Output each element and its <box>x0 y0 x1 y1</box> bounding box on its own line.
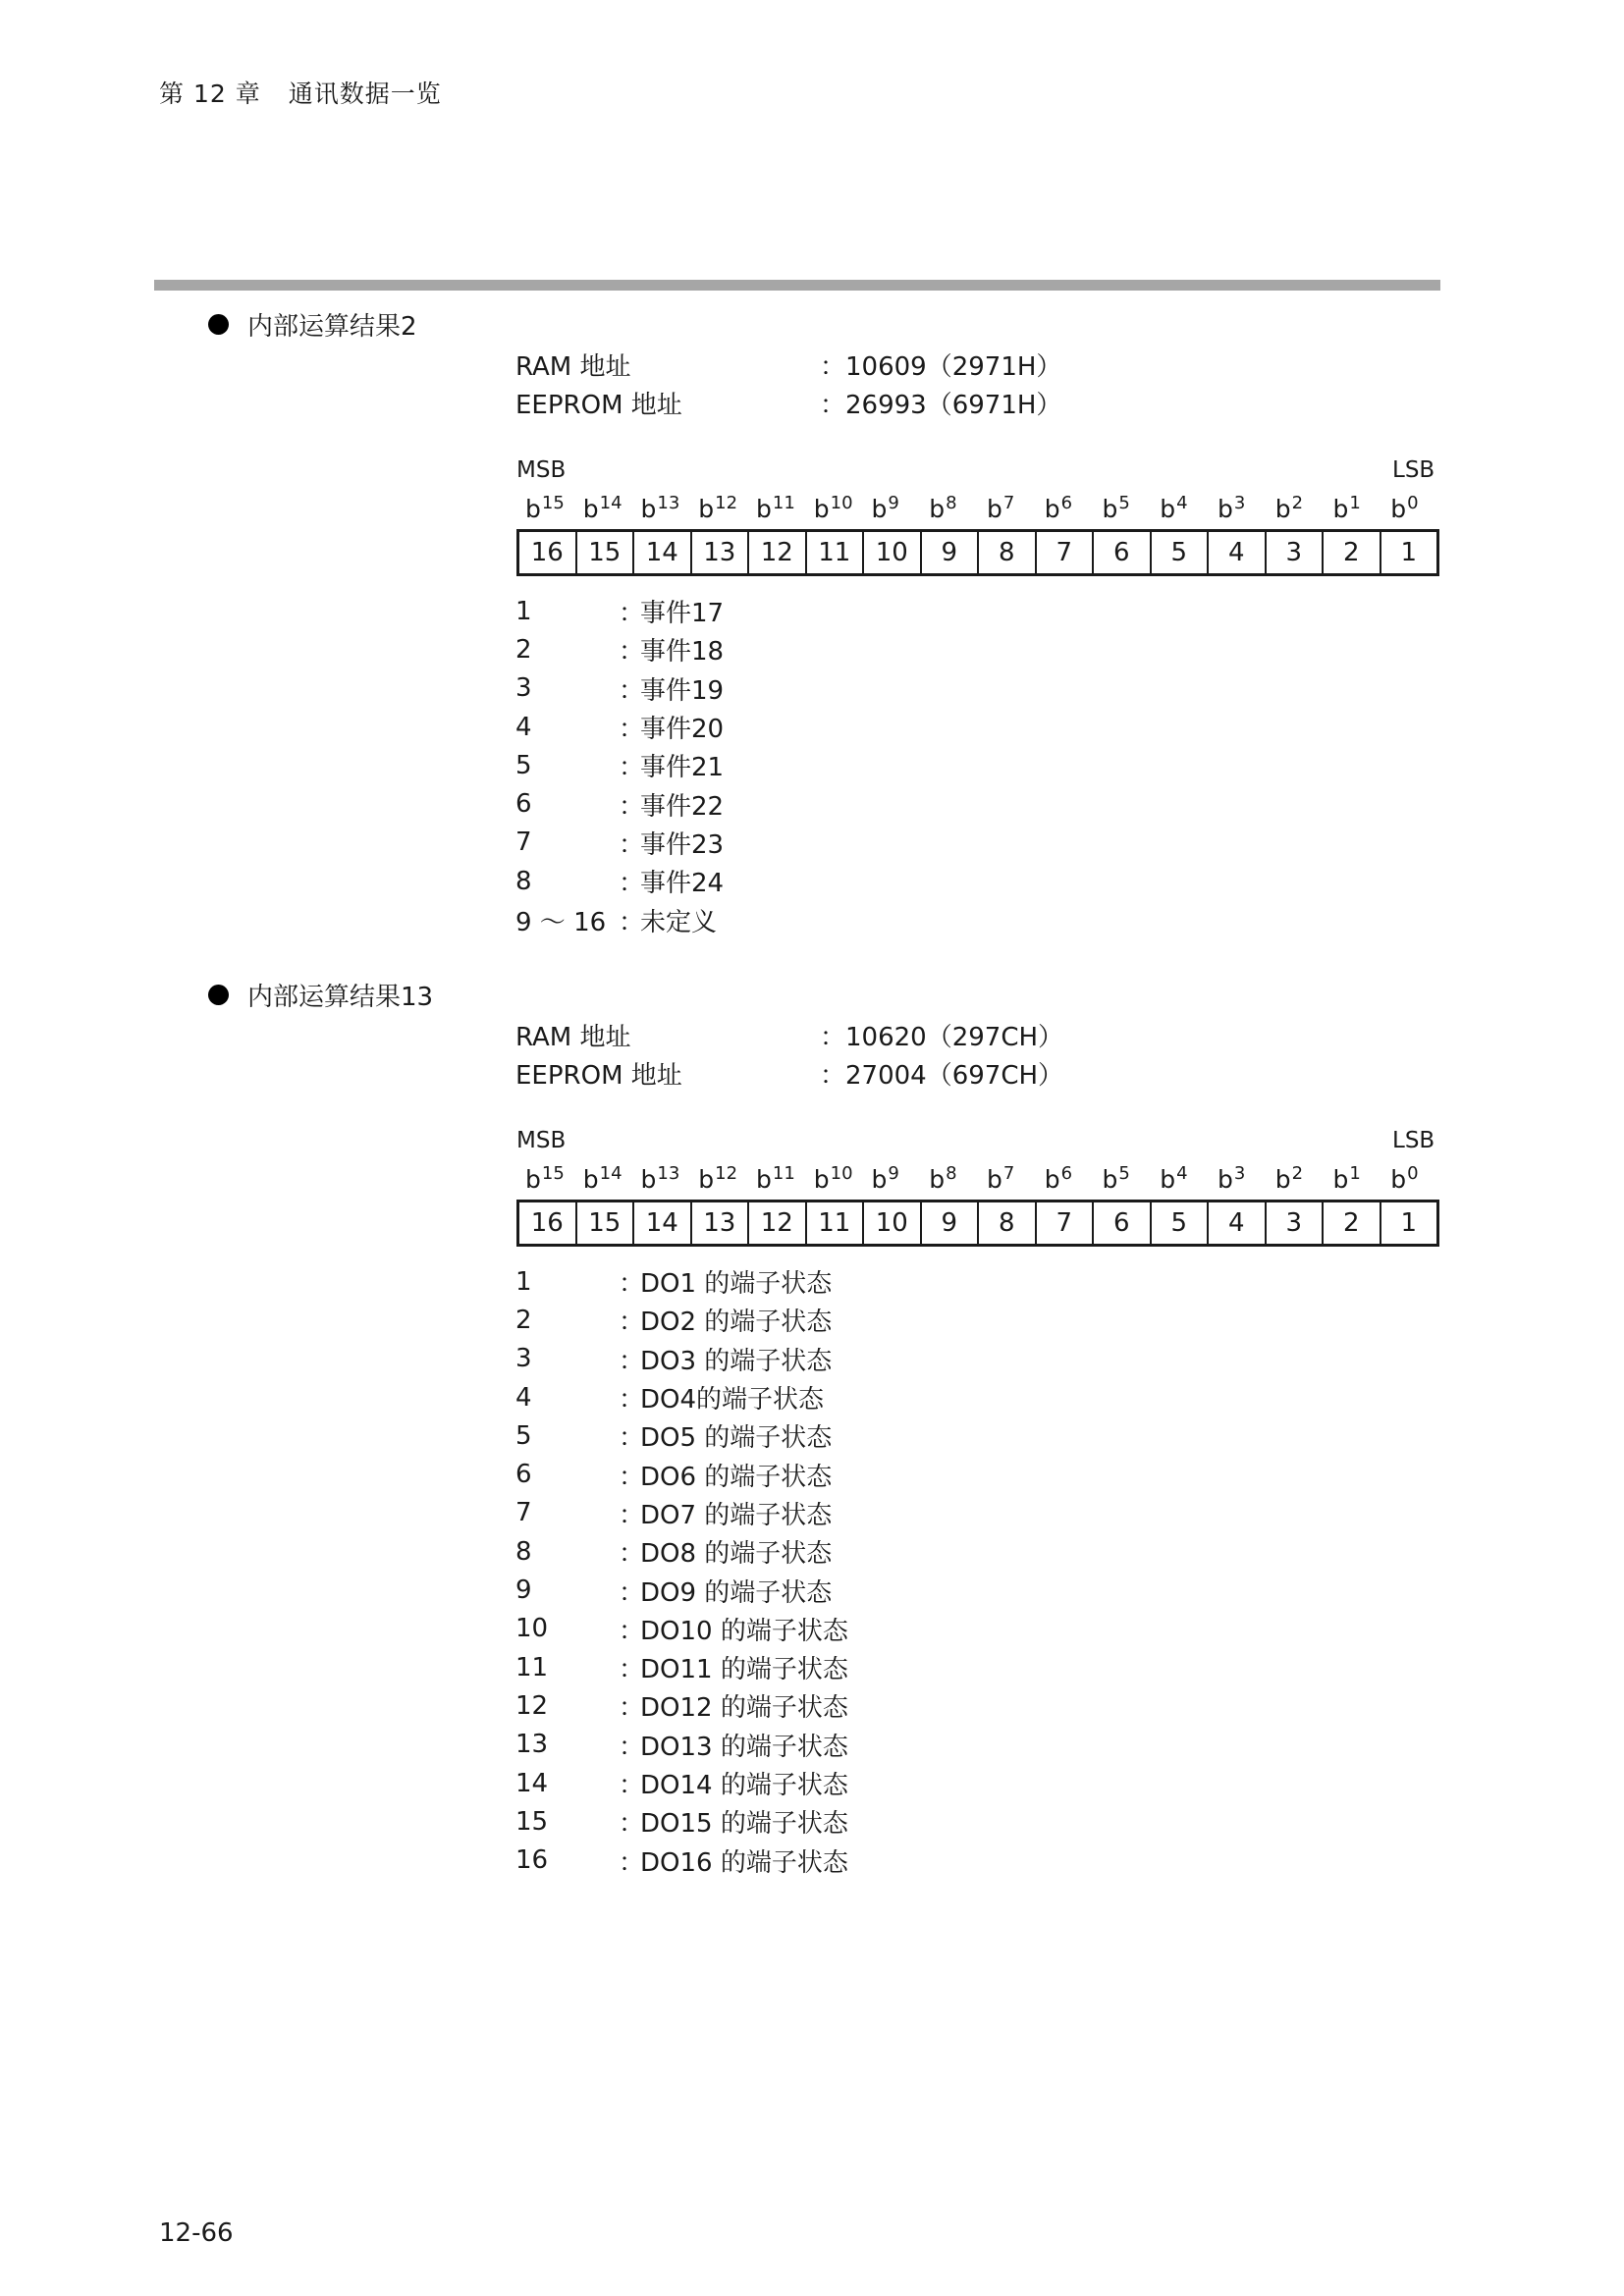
bit-cell: 5 <box>1152 1202 1210 1244</box>
bit-header <box>920 1163 978 1194</box>
definition-bit-number: 5 <box>515 750 532 780</box>
definition-text: DO7 的端子状态 <box>640 1500 833 1530</box>
definition-text: DO13 的端子状态 <box>640 1732 848 1762</box>
section-title <box>208 307 417 341</box>
bit-header-letter: b <box>1160 495 1176 523</box>
definition-text: DO4的端子状态 <box>640 1385 825 1415</box>
bit-cell: 3 <box>1267 1202 1325 1244</box>
bit-header-letter: b <box>1274 1165 1291 1194</box>
definition-row <box>515 1648 848 1686</box>
definition-colon: ： <box>619 1269 645 1300</box>
definition-bit-number: 7 <box>515 1498 532 1528</box>
definition-row <box>515 1610 848 1648</box>
bit-header-letter: b <box>929 1165 946 1194</box>
bit-header-index: 11 <box>772 493 795 513</box>
bit-cell: 7 <box>1037 532 1095 573</box>
bit-cell: 4 <box>1209 1202 1267 1244</box>
chapter-label: 第 12 章 <box>159 80 261 108</box>
bit-header-index: 1 <box>1349 493 1361 513</box>
definition-row <box>515 900 724 938</box>
bit-cell: 6 <box>1094 532 1152 573</box>
bit-cell: 8 <box>979 1202 1037 1244</box>
definition-bit-number: 4 <box>515 712 532 742</box>
definition-row <box>515 1455 848 1493</box>
definition-row <box>515 1726 848 1764</box>
bit-header <box>1151 1163 1209 1194</box>
definition-row <box>515 669 724 708</box>
definition-text: 事件19 <box>640 675 725 706</box>
definition-bit-number: 8 <box>515 866 532 896</box>
definition-colon: ： <box>619 1693 645 1724</box>
definition-colon: ： <box>619 1539 645 1570</box>
bit-table <box>516 529 1439 576</box>
definition-text: 事件17 <box>640 599 725 629</box>
definition-colon: ： <box>619 1616 645 1646</box>
bit-header <box>978 493 1036 523</box>
bit-header <box>632 1163 690 1194</box>
bit-cell: 3 <box>1267 532 1325 573</box>
bit-header-index: 8 <box>946 1163 957 1184</box>
bit-header-letter: b <box>756 1165 772 1194</box>
bit-cell: 4 <box>1209 532 1267 573</box>
bit-header-letter: b <box>987 495 1002 523</box>
bit-header <box>516 493 574 523</box>
bit-cell: 11 <box>807 1202 865 1244</box>
definition-bit-number: 4 <box>515 1382 532 1413</box>
definition-bit-number: 6 <box>515 1460 532 1490</box>
bit-cell: 9 <box>922 1202 980 1244</box>
definition-colon: ： <box>619 1577 645 1608</box>
bit-header-index: 2 <box>1291 493 1304 513</box>
bit-header-letter: b <box>640 1165 657 1194</box>
definition-colon: ： <box>619 1809 645 1840</box>
bit-header-index: 12 <box>715 493 738 513</box>
definition-text: DO15 的端子状态 <box>640 1809 848 1840</box>
bit-cell: 1 <box>1400 1208 1418 1238</box>
bit-header-index: 1 <box>1349 1163 1361 1184</box>
ram-address-row <box>515 346 1061 383</box>
bit-header-letter: b <box>871 495 888 523</box>
bit-header-letter: b <box>698 1165 715 1194</box>
bit-cell: 9 <box>922 532 980 573</box>
bit-header-index: 3 <box>1233 1163 1246 1184</box>
bullet-icon <box>208 314 229 335</box>
lsb-label: LSB <box>1392 1128 1435 1153</box>
bit-cell: 12 <box>749 1202 807 1244</box>
bit-header-letter: b <box>525 1165 541 1194</box>
eeprom-address-row <box>515 1054 1063 1092</box>
bit-cell: 7 <box>1037 1202 1095 1244</box>
bit-cell: 13 <box>692 532 750 573</box>
bit-header-index: 6 <box>1060 1163 1073 1184</box>
definition-bit-number: 7 <box>515 828 532 858</box>
bit-cell: 10 <box>864 532 922 573</box>
bit-header <box>747 493 805 523</box>
ram-address-label: RAM 地址 <box>515 351 631 382</box>
bit-header <box>1381 1163 1439 1194</box>
definition-row <box>515 862 724 900</box>
bit-cell: 8 <box>979 532 1037 573</box>
bit-cell: 14 <box>634 1202 692 1244</box>
definition-bit-number: 3 <box>515 1344 532 1374</box>
definition-colon: ： <box>619 715 645 745</box>
bit-cell: 5 <box>1152 532 1210 573</box>
bit-header <box>1036 1163 1094 1194</box>
bit-definition-list <box>515 1262 848 1880</box>
definition-row <box>515 630 724 668</box>
bit-header-index: 8 <box>946 493 957 513</box>
definition-colon: ： <box>619 675 645 706</box>
bit-header-letter: b <box>640 495 657 523</box>
definition-text: 事件23 <box>640 829 725 860</box>
ram-address-label: RAM 地址 <box>515 1022 631 1052</box>
definition-colon: ： <box>619 1655 645 1685</box>
bit-header-letter: b <box>813 495 830 523</box>
definition-colon: ： <box>619 1346 645 1376</box>
bit-header-row <box>516 493 1439 523</box>
bit-header-letter: b <box>582 495 599 523</box>
definition-text: 事件24 <box>640 869 725 899</box>
page-number: 12-66 <box>159 2218 234 2248</box>
bit-header-index: 10 <box>830 493 853 513</box>
definition-text: DO1 的端子状态 <box>640 1269 833 1300</box>
definition-bit-number: 13 <box>515 1730 549 1760</box>
bit-cell: 1 <box>1400 538 1418 567</box>
bit-header-index: 14 <box>599 493 623 513</box>
definition-row <box>515 1686 848 1725</box>
bit-header-letter: b <box>1390 495 1407 523</box>
definition-bit-number: 14 <box>515 1768 549 1798</box>
bit-header-index: 7 <box>1002 493 1015 513</box>
lsb-label: LSB <box>1392 457 1435 483</box>
section-title-text: 内部运算结果2 <box>247 311 417 342</box>
bit-header-index: 0 <box>1407 493 1419 513</box>
bit-header-index: 12 <box>715 1163 738 1184</box>
bit-header <box>689 1163 747 1194</box>
definition-bit-number: 8 <box>515 1536 532 1567</box>
bit-header <box>978 1163 1036 1194</box>
bit-header-row <box>516 1163 1439 1194</box>
bit-header-index: 15 <box>541 493 565 513</box>
bit-header-letter: b <box>1332 495 1349 523</box>
definition-bit-number: 9 <box>515 1575 532 1606</box>
definition-row <box>515 1301 848 1339</box>
eeprom-address-row <box>515 384 1061 421</box>
definition-colon: ： <box>619 599 645 629</box>
bit-header <box>805 1163 863 1194</box>
bit-header <box>1094 1163 1152 1194</box>
definition-row <box>515 1378 848 1416</box>
bit-header-index: 7 <box>1002 1163 1015 1184</box>
bit-header-letter: b <box>698 495 715 523</box>
definition-row <box>515 592 724 630</box>
bit-header-letter: b <box>1102 495 1118 523</box>
eeprom-address-value: ：27004（697CH） <box>820 1060 1064 1091</box>
bit-header-index: 4 <box>1176 1163 1188 1184</box>
bit-header <box>863 493 921 523</box>
bit-header <box>516 1163 574 1194</box>
definition-text: DO6 的端子状态 <box>640 1462 833 1492</box>
definition-text: DO16 的端子状态 <box>640 1847 848 1878</box>
bit-header <box>1094 493 1152 523</box>
bit-header-letter: b <box>1044 1165 1060 1194</box>
bit-cell: 10 <box>864 1202 922 1244</box>
definition-colon: ： <box>619 1732 645 1762</box>
bit-table <box>516 1200 1439 1247</box>
ram-address-value: ：10609（2971H） <box>820 351 1062 382</box>
definition-colon: ： <box>619 1308 645 1338</box>
bit-header <box>1325 493 1382 523</box>
definition-row <box>515 1802 848 1841</box>
bit-cell: 13 <box>692 1202 750 1244</box>
chapter-title: 通讯数据一览 <box>288 80 442 108</box>
definition-bit-number: 3 <box>515 673 532 704</box>
definition-colon: ： <box>619 637 645 667</box>
bit-header-letter: b <box>871 1165 888 1194</box>
bit-header <box>632 493 690 523</box>
definition-colon: ： <box>619 1771 645 1800</box>
bit-header-index: 10 <box>830 1163 853 1184</box>
bit-header <box>747 1163 805 1194</box>
definition-row <box>515 1764 848 1802</box>
bit-cell: 12 <box>749 532 807 573</box>
msb-label: MSB <box>516 1128 567 1153</box>
definition-text: 事件21 <box>640 753 725 783</box>
bit-header <box>1151 493 1209 523</box>
bit-cell: 16 <box>519 1202 577 1244</box>
definition-colon: ： <box>619 791 645 822</box>
bit-header <box>805 493 863 523</box>
bit-cell: 15 <box>577 532 635 573</box>
bit-header-letter: b <box>1390 1165 1407 1194</box>
definition-text: DO10 的端子状态 <box>640 1616 848 1646</box>
bit-header-letter: b <box>1218 495 1233 523</box>
bit-header-letter: b <box>1102 1165 1118 1194</box>
definition-text: DO11 的端子状态 <box>640 1655 848 1685</box>
bit-header-index: 3 <box>1233 493 1246 513</box>
definition-row <box>515 1494 848 1532</box>
bit-header <box>1209 1163 1267 1194</box>
definition-text: 事件18 <box>640 637 725 667</box>
bit-header-index: 2 <box>1291 1163 1304 1184</box>
definition-bit-number: 1 <box>515 596 532 626</box>
bit-header-letter: b <box>813 1165 830 1194</box>
definition-colon: ： <box>619 1423 645 1454</box>
definition-bit-number: 10 <box>515 1614 549 1644</box>
definition-text: 事件20 <box>640 715 725 745</box>
bit-header-letter: b <box>1332 1165 1349 1194</box>
bit-header <box>863 1163 921 1194</box>
definition-text: 事件22 <box>640 791 725 822</box>
definition-colon: ： <box>619 1500 645 1530</box>
definition-bit-number: 11 <box>515 1652 549 1682</box>
definition-row <box>515 824 724 862</box>
definition-colon: ： <box>619 907 645 937</box>
definition-text: 未定义 <box>640 907 718 937</box>
bit-header-index: 14 <box>599 1163 623 1184</box>
definition-bit-number: 2 <box>515 1305 532 1335</box>
bit-header-letter: b <box>987 1165 1002 1194</box>
definition-text: DO3 的端子状态 <box>640 1346 833 1376</box>
bit-header <box>689 493 747 523</box>
bit-cell: 2 <box>1324 532 1381 573</box>
bit-header-index: 5 <box>1118 493 1130 513</box>
bit-header-index: 9 <box>888 493 899 513</box>
definition-row <box>515 746 724 784</box>
bit-header-index: 0 <box>1407 1163 1419 1184</box>
definition-bit-number: 1 <box>515 1266 532 1297</box>
eeprom-address-label: EEPROM 地址 <box>515 1060 682 1091</box>
bit-header-index: 11 <box>772 1163 795 1184</box>
definition-text: DO12 的端子状态 <box>640 1693 848 1724</box>
definition-bit-number: 15 <box>515 1806 549 1837</box>
bit-header-index: 15 <box>541 1163 565 1184</box>
bit-header <box>574 493 632 523</box>
definition-colon: ： <box>619 1847 645 1878</box>
bit-header <box>574 1163 632 1194</box>
bit-header-letter: b <box>1160 1165 1176 1194</box>
definition-bit-number: 6 <box>515 789 532 820</box>
definition-colon: ： <box>619 829 645 860</box>
definition-text: DO2 的端子状态 <box>640 1308 833 1338</box>
bit-cell: 14 <box>634 532 692 573</box>
definition-text: DO14 的端子状态 <box>640 1771 848 1800</box>
definition-row <box>515 1571 848 1609</box>
bit-cell: 15 <box>577 1202 635 1244</box>
bit-header <box>1381 493 1439 523</box>
bullet-icon <box>208 985 229 1005</box>
definition-bit-number: 12 <box>515 1690 549 1721</box>
bit-definition-list <box>515 592 724 939</box>
bit-header-letter: b <box>929 495 946 523</box>
definition-text: DO5 的端子状态 <box>640 1423 833 1454</box>
definition-row <box>515 1340 848 1378</box>
header-rule <box>154 280 1440 291</box>
msb-label: MSB <box>516 457 567 483</box>
bit-header-index: 4 <box>1176 493 1188 513</box>
bit-header-letter: b <box>582 1165 599 1194</box>
eeprom-address-label: EEPROM 地址 <box>515 390 682 420</box>
definition-row <box>515 1416 848 1455</box>
definition-text: DO9 的端子状态 <box>640 1577 833 1608</box>
page-header <box>159 75 442 110</box>
eeprom-address-value: ：26993（6971H） <box>820 390 1062 420</box>
bit-header-index: 9 <box>888 1163 899 1184</box>
bit-cell: 11 <box>807 532 865 573</box>
definition-bit-number: 5 <box>515 1420 532 1451</box>
bit-header <box>1267 493 1325 523</box>
definition-colon: ： <box>619 1385 645 1415</box>
definition-colon: ： <box>619 869 645 899</box>
ram-address-value: ：10620（297CH） <box>820 1022 1064 1052</box>
bit-header-letter: b <box>1044 495 1060 523</box>
bit-header-letter: b <box>525 495 541 523</box>
bit-cell: 16 <box>519 532 577 573</box>
bit-cell: 6 <box>1094 1202 1152 1244</box>
bit-header <box>1267 1163 1325 1194</box>
definition-colon: ： <box>619 1462 645 1492</box>
bit-header <box>1036 493 1094 523</box>
definition-colon: ： <box>619 753 645 783</box>
definition-row <box>515 1532 848 1571</box>
definition-row <box>515 708 724 746</box>
bit-header-letter: b <box>756 495 772 523</box>
definition-row <box>515 784 724 823</box>
bit-header <box>1325 1163 1382 1194</box>
bit-header-letter: b <box>1218 1165 1233 1194</box>
definition-row <box>515 1841 848 1879</box>
bit-header-index: 6 <box>1060 493 1073 513</box>
definition-text: DO8 的端子状态 <box>640 1539 833 1570</box>
bit-header <box>920 493 978 523</box>
definition-row <box>515 1262 848 1301</box>
bit-header-letter: b <box>1274 495 1291 523</box>
bit-header-index: 13 <box>657 493 680 513</box>
bit-cell: 2 <box>1324 1202 1381 1244</box>
bit-header-index: 5 <box>1118 1163 1130 1184</box>
section-title <box>208 978 433 1011</box>
bit-header <box>1209 493 1267 523</box>
definition-bit-number: 2 <box>515 634 532 665</box>
section-title-text: 内部运算结果13 <box>247 982 434 1012</box>
definition-bit-number: 16 <box>515 1845 549 1876</box>
definition-bit-number: 9 ～ 16 <box>515 907 607 937</box>
ram-address-row <box>515 1016 1063 1053</box>
bit-header-index: 13 <box>657 1163 680 1184</box>
